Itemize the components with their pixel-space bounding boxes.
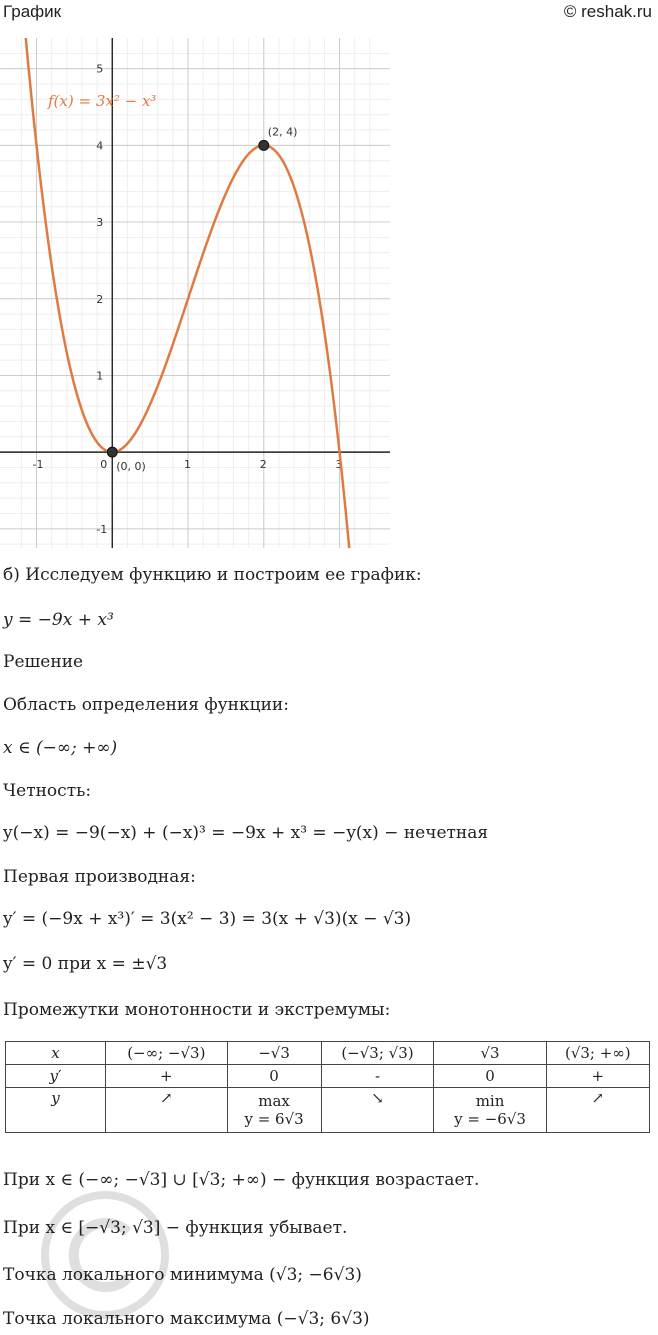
- y-tick-label: 4: [96, 139, 104, 153]
- table-cell: +: [106, 1065, 228, 1088]
- monotonic-title: Промежутки монотонности и экстремумы:: [3, 1000, 391, 1020]
- increase-text: При x ∈ (−∞; −√3] ∪ [√3; +∞) − функция возрастает.: [3, 1170, 480, 1190]
- solution-heading: Решение: [3, 652, 84, 672]
- domain-title: Область определения функции:: [3, 695, 289, 715]
- table-cell: (−∞; −√3): [106, 1042, 228, 1065]
- x-tick-label: 2: [259, 458, 267, 472]
- y-tick-label: 2: [96, 292, 104, 306]
- y-tick-label: 5: [96, 62, 104, 76]
- domain-value: x ∈ (−∞; +∞): [3, 738, 118, 758]
- y-tick-label: -1: [96, 522, 108, 536]
- point-marker: [107, 447, 117, 457]
- function-label: f(x) = 3x² − x³: [48, 92, 157, 110]
- x-tick-label: 3: [335, 458, 343, 472]
- y-tick-label: 1: [96, 369, 104, 383]
- table-cell: +: [546, 1065, 649, 1088]
- table-cell: y′: [6, 1065, 106, 1088]
- local-min-text: Точка локального минимума (√3; −6√3): [3, 1265, 362, 1285]
- x-tick-label: -1: [32, 458, 44, 472]
- monotonicity-table: [5, 1041, 650, 1133]
- critical-points: y′ = 0 при x = ±√3: [3, 954, 168, 974]
- parity-value: y(−x) = −9(−x) + (−x)³ = −9x + x³ = −y(x) − нечетная: [3, 823, 489, 843]
- parity-title: Четность:: [3, 781, 92, 801]
- derivative-value: y′ = (−9x + x³)′ = 3(x² − 3) = 3(x + √3)(x − √3): [3, 909, 412, 929]
- site-brand: © reshak.ru: [563, 2, 652, 21]
- table-cell: 0: [434, 1065, 546, 1088]
- decrease-text: При x ∈ [−√3; √3] − функция убывает.: [3, 1218, 348, 1238]
- grid-lines: [0, 38, 390, 548]
- table-cell: −√3: [227, 1042, 321, 1065]
- x-tick-label: 1: [184, 458, 192, 472]
- table-cell: -: [321, 1065, 434, 1088]
- point-label: (2, 4): [267, 125, 298, 139]
- point-marker: [259, 140, 269, 150]
- table-cell: (√3; +∞): [546, 1042, 649, 1065]
- local-max-text: Точка локального максимума (−√3; 6√3): [3, 1309, 370, 1329]
- table-row: [6, 1065, 650, 1088]
- y-tick-label: 3: [96, 216, 104, 230]
- table-cell: y: [6, 1088, 106, 1133]
- table-cell: √3: [434, 1042, 546, 1065]
- table-row: [6, 1088, 650, 1133]
- intro-text: б) Исследуем функцию и построим ее график:: [3, 565, 422, 585]
- table-cell: 0: [227, 1065, 321, 1088]
- table-cell: ↗: [106, 1088, 228, 1133]
- function-graph: [0, 38, 390, 548]
- table-cell: max y = 6√3: [227, 1088, 321, 1133]
- table-cell: (−√3; √3): [321, 1042, 434, 1065]
- table-cell: min y = −6√3: [434, 1088, 546, 1133]
- point-label: (0, 0): [116, 460, 146, 474]
- table-cell: ↗: [546, 1088, 649, 1133]
- watermark-logo: [30, 1180, 180, 1330]
- derivative-title: Первая производная:: [3, 867, 196, 887]
- page-title: График: [3, 2, 62, 21]
- table-row: [6, 1042, 650, 1065]
- table-cell: x: [6, 1042, 106, 1065]
- function-formula: y = −9x + x³: [3, 610, 114, 630]
- x-tick-label: 0: [100, 458, 108, 472]
- table-cell: ↘: [321, 1088, 434, 1133]
